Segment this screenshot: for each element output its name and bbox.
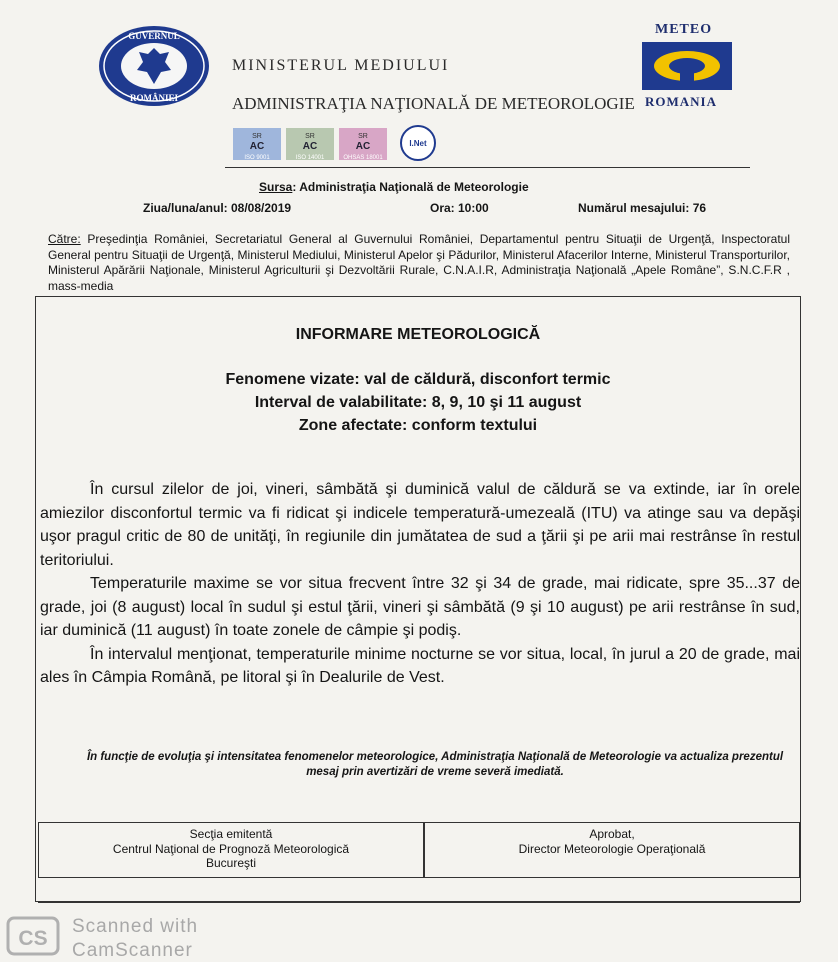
svg-text:ISO 14001: ISO 14001 xyxy=(295,155,325,161)
update-note: În funcţie de evoluţia şi intensitatea fenomenelor meteorologice, Administraţia Naţională de Meteorologie va actualiza prezentul mesaj prin avertizări de vreme severă imediată. xyxy=(86,751,784,778)
header-divider xyxy=(225,167,750,168)
date-field: Ziua/luna/anul: 08/08/2019 xyxy=(143,201,292,215)
source-value: : Administraţia Naţională de Meteorologie xyxy=(292,180,529,194)
svg-text:OHSAS 18001: OHSAS 18001 xyxy=(343,155,383,161)
svg-text:AC: AC xyxy=(355,141,371,152)
meteo-romania-logo xyxy=(642,42,732,90)
issuing-section-label: Secţia emitentă xyxy=(189,827,273,841)
seal-top-text: GUVERNUL xyxy=(128,31,180,41)
meteo-logo-bottom-text: ROMANIA xyxy=(645,94,717,109)
bulletin-title: INFORMARE METEOROLOGICĂ xyxy=(295,326,541,343)
ministry-name: MINISTERUL MEDIULUI xyxy=(232,57,450,74)
issuing-section-cell xyxy=(39,827,423,871)
svg-text:SR: SR xyxy=(252,133,262,140)
scanned-with-text: Scanned with xyxy=(72,916,199,937)
svg-text:SR: SR xyxy=(358,133,368,140)
body-paragraph: Temperaturile maxime se vor situa frecvent între 32 şi 34 de grade, mai ridicate, spre 35...37 de grade, joi (8 august) local în sudul şi estul ţării, vineri şi sâmbătă (9 şi 10 august) pe arii restrânse în sud, iar duminică (11 august) în toate zonele de câmpie şi podiş. xyxy=(40,575,800,639)
svg-text:I.Net: I.Net xyxy=(409,139,427,148)
signature-table xyxy=(38,822,800,878)
recipients xyxy=(48,232,790,294)
svg-text:ISO 9001: ISO 9001 xyxy=(244,155,270,161)
cert-badge-iso9001 xyxy=(233,128,281,161)
phenomena-line: Fenomene vizate: val de căldură, disconfort termic xyxy=(225,371,611,388)
svg-text:SR: SR xyxy=(305,133,315,140)
recipients-label: Către: xyxy=(48,232,81,246)
svg-text:CS: CS xyxy=(18,927,48,950)
bulletin-body xyxy=(40,478,800,690)
issuing-center-name: Centrul Naţional de Prognoză Meteorologică xyxy=(112,841,350,856)
time-field: Ora: 10:00 xyxy=(430,201,489,215)
approver-title: Director Meteorologie Operaţională xyxy=(518,841,706,856)
message-number: Numărul mesajului: 76 xyxy=(578,201,707,215)
approval-cell xyxy=(425,827,799,856)
cert-badge-iso14001 xyxy=(286,128,334,161)
administration-name: ADMINISTRAŢIA NAŢIONALĂ DE METEOROLOGIE xyxy=(232,94,635,113)
cert-badge-inet xyxy=(401,126,435,160)
interval-line: Interval de valabilitate: 8, 9, 10 şi 11 august xyxy=(254,394,582,411)
recipients-list: Preşedinţia României, Secretariatul General al Guvernului României, Departamentul pentru Situaţii de Urgenţă, Inspectoratul General pentru Situaţii de Urgenţă, Ministerul Mediului, Ministerul Apelor şi Pădurilor, Ministerul Afacerilor Interne, Ministerul Transporturilor, Ministerul Apărării Naţionale, Ministerul Agriculturii şi Dezvoltării Rurale, C.N.A.I.R, Administraţia Naţională „Apele Române”, S.N.C.F.R , mass-media xyxy=(48,232,790,293)
bottom-empty-row xyxy=(38,878,800,903)
svg-text:AC: AC xyxy=(249,141,265,152)
issuing-city: Bucureşti xyxy=(205,856,257,870)
body-paragraph: În intervalul menţionat, temperaturile minime nocturne se vor situa, local, în jurul a 20 de grade, mai ales în Câmpia Română, pe litoral şi în Dealurile de Vest. xyxy=(40,645,800,686)
source-label: Sursa xyxy=(259,180,293,194)
meteo-logo-top-text: METEO xyxy=(655,22,713,37)
camscanner-logo xyxy=(6,916,60,956)
government-seal-logo xyxy=(97,24,211,108)
camscanner-text: CamScanner xyxy=(72,940,193,961)
seal-bottom-text: ROMÂNIEI xyxy=(129,93,179,103)
svg-text:AC: AC xyxy=(302,141,318,152)
cert-badge-ohsas xyxy=(339,128,387,161)
approved-label: Aprobat, xyxy=(589,827,635,841)
zones-line: Zone afectate: conform textului xyxy=(298,417,538,434)
certification-badges xyxy=(233,124,448,162)
source-line xyxy=(259,180,529,194)
body-paragraph: În cursul zilelor de joi, vineri, sâmbătă şi duminică valul de căldură se va extinde, iar în orele amiezilor disconfortul termic va fi ridicat şi indicele temperatură-umezeală (ITU) va atinge sau va depăşi uşor pragul critic de 80 de unităţi, în regiunile din jumătatea de sud a ţării şi pe arii mai restrânse în restul teritoriului. xyxy=(40,481,800,569)
